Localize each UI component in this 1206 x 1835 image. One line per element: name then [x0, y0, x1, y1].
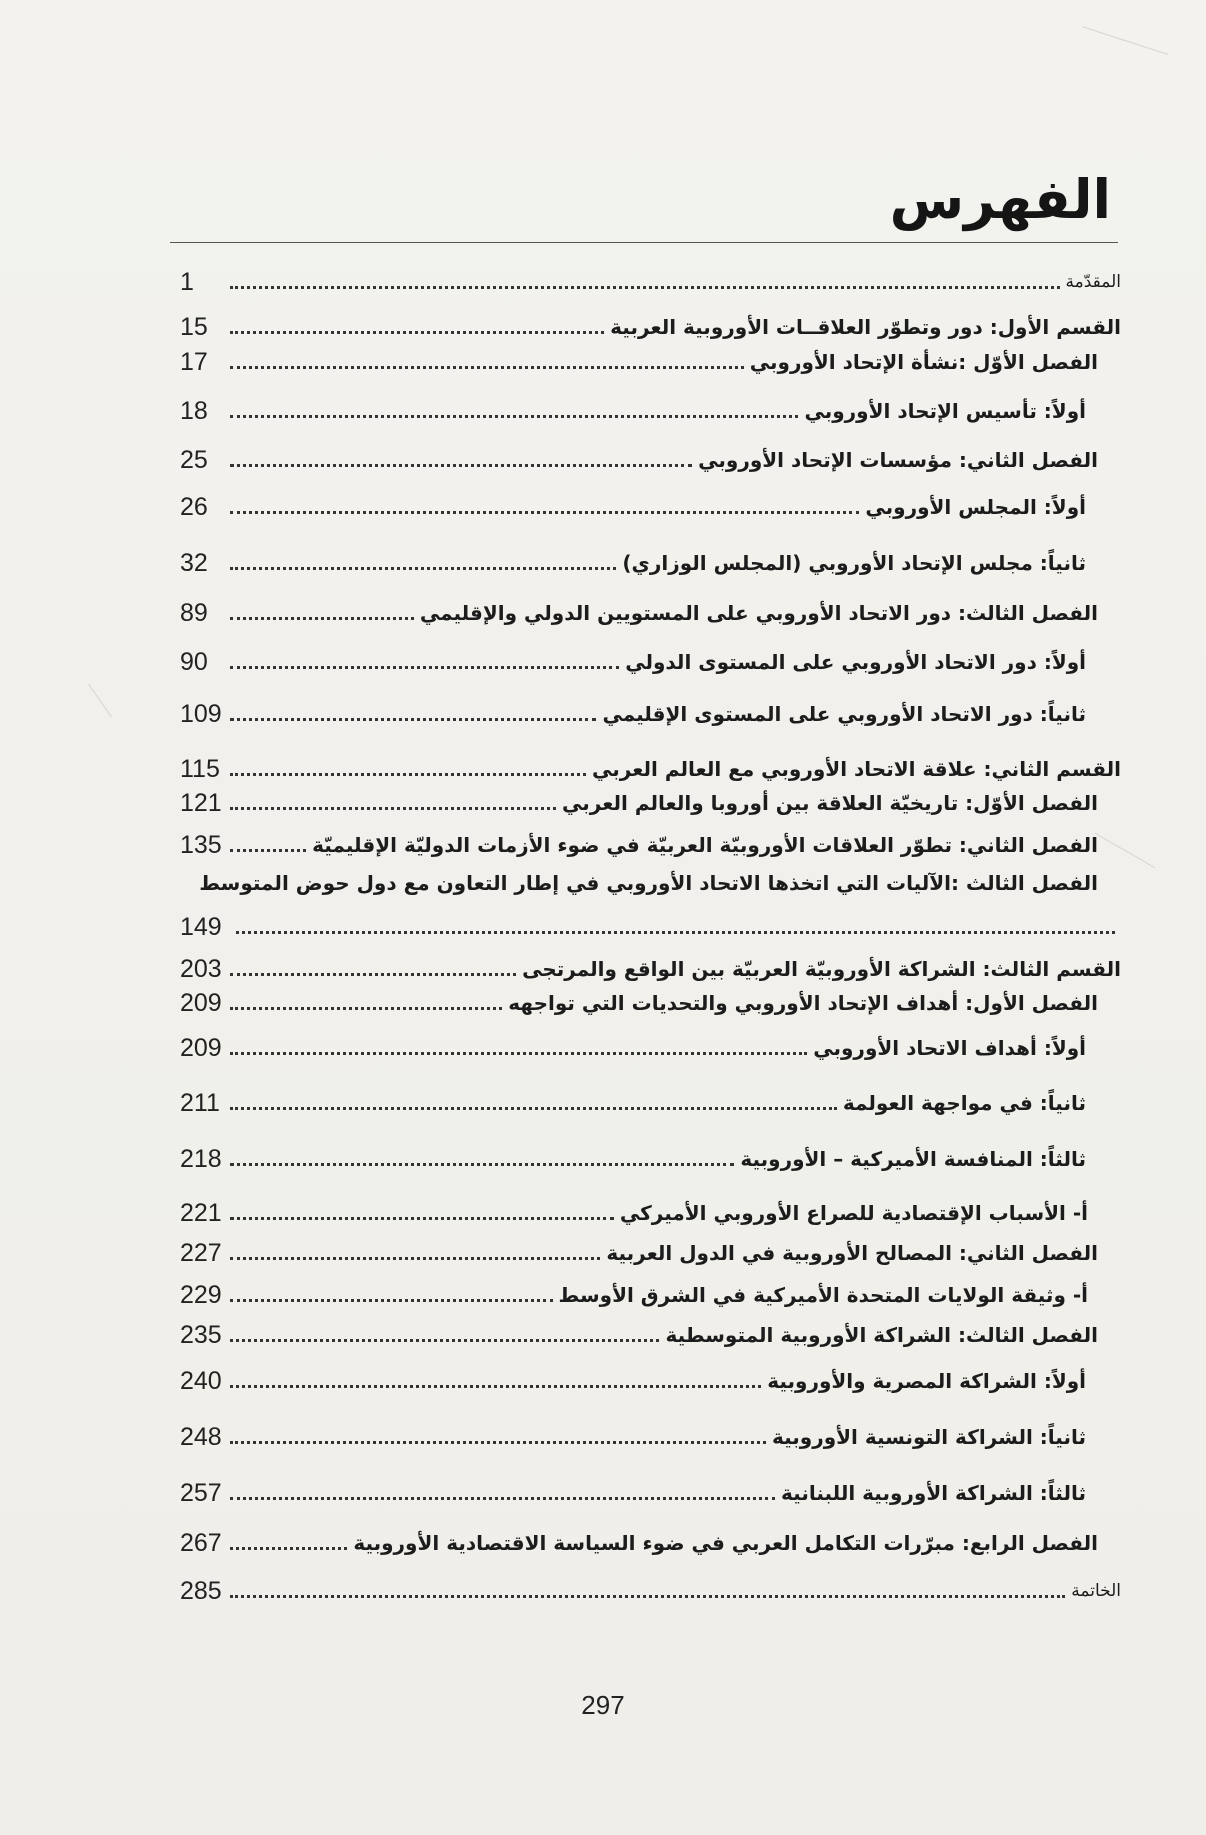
toc-entry-label: الفصل الثالث: دور الاتحاد الأوروبي على المستويين الدولي والإقليمي: [419, 601, 1098, 625]
toc-entry-wrapped-tail[interactable]: [180, 910, 1121, 944]
toc-entry-page: 89: [180, 599, 208, 627]
toc-entry[interactable]: [180, 786, 1098, 820]
toc-entry[interactable]: [180, 645, 1086, 679]
dot-leader: [230, 1595, 1065, 1598]
toc-entry[interactable]: [180, 1278, 1088, 1312]
toc-entry-label: أولاً: تأسيس الإتحاد الأوروبي: [804, 399, 1086, 423]
toc-entry-label: أ- وثيقة الولايات المتحدة الأميركية في الشرق الأوسط: [558, 1283, 1088, 1307]
dot-leader: [230, 666, 619, 669]
toc-entry[interactable]: [180, 490, 1086, 524]
dot-leader: [230, 1339, 659, 1342]
toc-entry-page: 26: [180, 493, 208, 521]
dot-leader: [230, 849, 306, 852]
dot-leader: [230, 718, 596, 721]
toc-entry-page: 1: [180, 268, 194, 296]
dot-leader: [230, 1497, 775, 1500]
dot-leader: [230, 1163, 734, 1166]
toc-entry[interactable]: [180, 828, 1098, 862]
dot-leader: [230, 511, 859, 514]
dot-leader: [230, 807, 556, 810]
toc-entry-page: 267: [180, 1529, 222, 1557]
dot-leader: [236, 931, 1115, 934]
toc-entry-page: 90: [180, 648, 208, 676]
dot-leader: [230, 1257, 600, 1260]
page-number: 297: [581, 1690, 625, 1720]
toc-entry[interactable]: [180, 1142, 1086, 1176]
toc-entry-wrapped[interactable]: [180, 866, 1098, 900]
toc-entry[interactable]: [180, 1236, 1098, 1270]
toc-entry[interactable]: [180, 394, 1086, 428]
toc-entry-label: ثانياً: في مواجهة العولمة: [842, 1091, 1086, 1115]
dot-leader: [230, 567, 616, 570]
toc-entry[interactable]: [180, 546, 1086, 580]
toc-entry-label: الخاتمة: [1071, 1581, 1121, 1601]
dot-leader: [230, 1007, 502, 1010]
toc-entry-label: أولاً: الشراكة المصرية والأوروبية: [767, 1369, 1086, 1393]
toc-entry-page: 149: [180, 913, 222, 941]
toc-entry[interactable]: [180, 986, 1098, 1020]
dot-leader: [230, 1385, 761, 1388]
toc-entry[interactable]: [180, 1086, 1086, 1120]
dot-leader: [230, 1217, 614, 1220]
toc-entry-label: الفصل الثاني: مؤسسات الإتحاد الأوروبي: [698, 448, 1098, 472]
toc-entry-label: المقدّمة: [1065, 272, 1121, 292]
toc-entry-page: 209: [180, 1034, 222, 1062]
toc-entry-label: ثانياً: دور الاتحاد الأوروبي على المستوى الإقليمي: [602, 702, 1086, 726]
toc-entry[interactable]: [180, 1574, 1121, 1608]
toc-entry-page: 227: [180, 1239, 222, 1267]
dot-leader: [230, 331, 604, 334]
toc-entry-label: الفصل الثاني: تطوّر العلاقات الأوروبيّة العربيّة في ضوء الأزمات الدوليّة الإقليميّة: [312, 833, 1098, 857]
toc-entry[interactable]: [180, 952, 1121, 986]
dot-leader: [230, 286, 1060, 289]
toc-entry-label: أولاً: أهداف الاتحاد الأوروبي: [813, 1036, 1086, 1060]
toc-entry[interactable]: [180, 697, 1086, 731]
toc-entry-label: القسم الأول: دور وتطوّر العلاقــات الأوروبية العربية: [610, 315, 1121, 339]
toc-entry-label: الفصل الثالث :الآليات التي اتخذها الاتحاد الأوروبي في إطار التعاون مع دول حوض المتوسط: [199, 871, 1098, 895]
toc-entry-label: القسم الثاني: علاقة الاتحاد الأوروبي مع العالم العربي: [592, 757, 1121, 781]
toc-entry-label: الفصل الثاني: المصالح الأوروبية في الدول العربية: [606, 1241, 1098, 1265]
dot-leader: [230, 773, 586, 776]
toc-entry-label: القسم الثالث: الشراكة الأوروبيّة العربيّة بين الواقع والمرتجى: [522, 957, 1121, 981]
toc-entry[interactable]: [180, 345, 1098, 379]
toc-entry-page: 229: [180, 1281, 222, 1309]
toc-entry-label: الفصل الثالث: الشراكة الأوروبية المتوسطية: [665, 1323, 1098, 1347]
toc-entry-page: 203: [180, 955, 222, 983]
toc-entry-page: 109: [180, 700, 222, 728]
toc-entry-page: 248: [180, 1423, 222, 1451]
toc-entry-label: أولاً: دور الاتحاد الأوروبي على المستوى الدولي: [625, 650, 1086, 674]
toc-entry-page: 221: [180, 1199, 222, 1227]
dot-leader: [230, 1547, 347, 1550]
toc-entry[interactable]: [180, 1364, 1086, 1398]
toc-entry[interactable]: [180, 443, 1098, 477]
toc-entry-label: الفصل الأول: أهداف الإتحاد الأوروبي والتحديات التي تواجهه: [508, 991, 1098, 1015]
toc-entry-page: 240: [180, 1367, 222, 1395]
paper-scratch: [1094, 833, 1155, 869]
toc-entry-page: 211: [180, 1089, 220, 1117]
toc-entry-page: 121: [180, 789, 222, 817]
toc-entry-page: 218: [180, 1145, 222, 1173]
toc-entry-page: 235: [180, 1321, 222, 1349]
dot-leader: [230, 1052, 807, 1055]
title-divider: [170, 242, 1118, 243]
toc-entry-label: الفصل الأوّل :نشأة الإتحاد الأوروبي: [749, 350, 1098, 374]
dot-leader: [230, 366, 744, 369]
toc-entry[interactable]: [180, 1476, 1086, 1510]
toc-entry-page: 15: [180, 313, 208, 341]
toc-entry[interactable]: [180, 752, 1121, 786]
toc-entry-page: 18: [180, 397, 208, 425]
toc-entry-page: 17: [180, 348, 208, 376]
toc-entry[interactable]: [180, 1318, 1098, 1352]
toc-entry[interactable]: [180, 596, 1098, 630]
page-title: الفهرس: [889, 168, 1111, 231]
toc-entry-page: 115: [180, 755, 220, 783]
toc-entry-page: 257: [180, 1479, 222, 1507]
toc-entry[interactable]: [180, 1031, 1086, 1065]
toc-entry[interactable]: [180, 265, 1121, 299]
toc-entry-page: 209: [180, 989, 222, 1017]
toc-entry[interactable]: [180, 310, 1121, 344]
toc-entry-label: أ- الأسباب الإقتصادية للصراع الأوروبي الأميركي: [619, 1201, 1088, 1225]
dot-leader: [230, 973, 516, 976]
dot-leader: [230, 1299, 553, 1302]
toc-entry-label: ثانياً: مجلس الإتحاد الأوروبي (المجلس الوزاري): [622, 551, 1086, 575]
paper-scratch: [1082, 26, 1168, 55]
dot-leader: [230, 464, 692, 467]
dot-leader: [230, 1441, 766, 1444]
toc-entry-label: الفصل الرابع: مبرّرات التكامل العربي في ضوء السياسة الاقتصادية الأوروبية: [353, 1531, 1098, 1555]
toc-entry-page: 285: [180, 1577, 222, 1605]
toc-entry-page: 32: [180, 549, 208, 577]
toc-entry-label: ثانياً: الشراكة التونسية الأوروبية: [771, 1425, 1086, 1449]
toc-entry-label: ثالثاً: المنافسة الأميركية – الأوروبية: [740, 1147, 1086, 1171]
toc-entry-page: 135: [180, 831, 222, 859]
dot-leader: [230, 1107, 837, 1110]
toc-entry[interactable]: [180, 1196, 1088, 1230]
toc-entry-label: الفصل الأوّل: تاريخيّة العلاقة بين أوروبا والعالم العربي: [562, 791, 1098, 815]
toc-entry[interactable]: [180, 1526, 1098, 1560]
dot-leader: [230, 617, 414, 620]
toc-entry-page: 25: [180, 446, 208, 474]
toc-entry[interactable]: [180, 1420, 1086, 1454]
toc-entry-label: ثالثاً: الشراكة الأوروبية اللبنانية: [781, 1481, 1086, 1505]
dot-leader: [230, 415, 798, 418]
toc-entry-label: أولاً: المجلس الأوروبي: [865, 495, 1086, 519]
paper-scratch: [88, 684, 112, 717]
